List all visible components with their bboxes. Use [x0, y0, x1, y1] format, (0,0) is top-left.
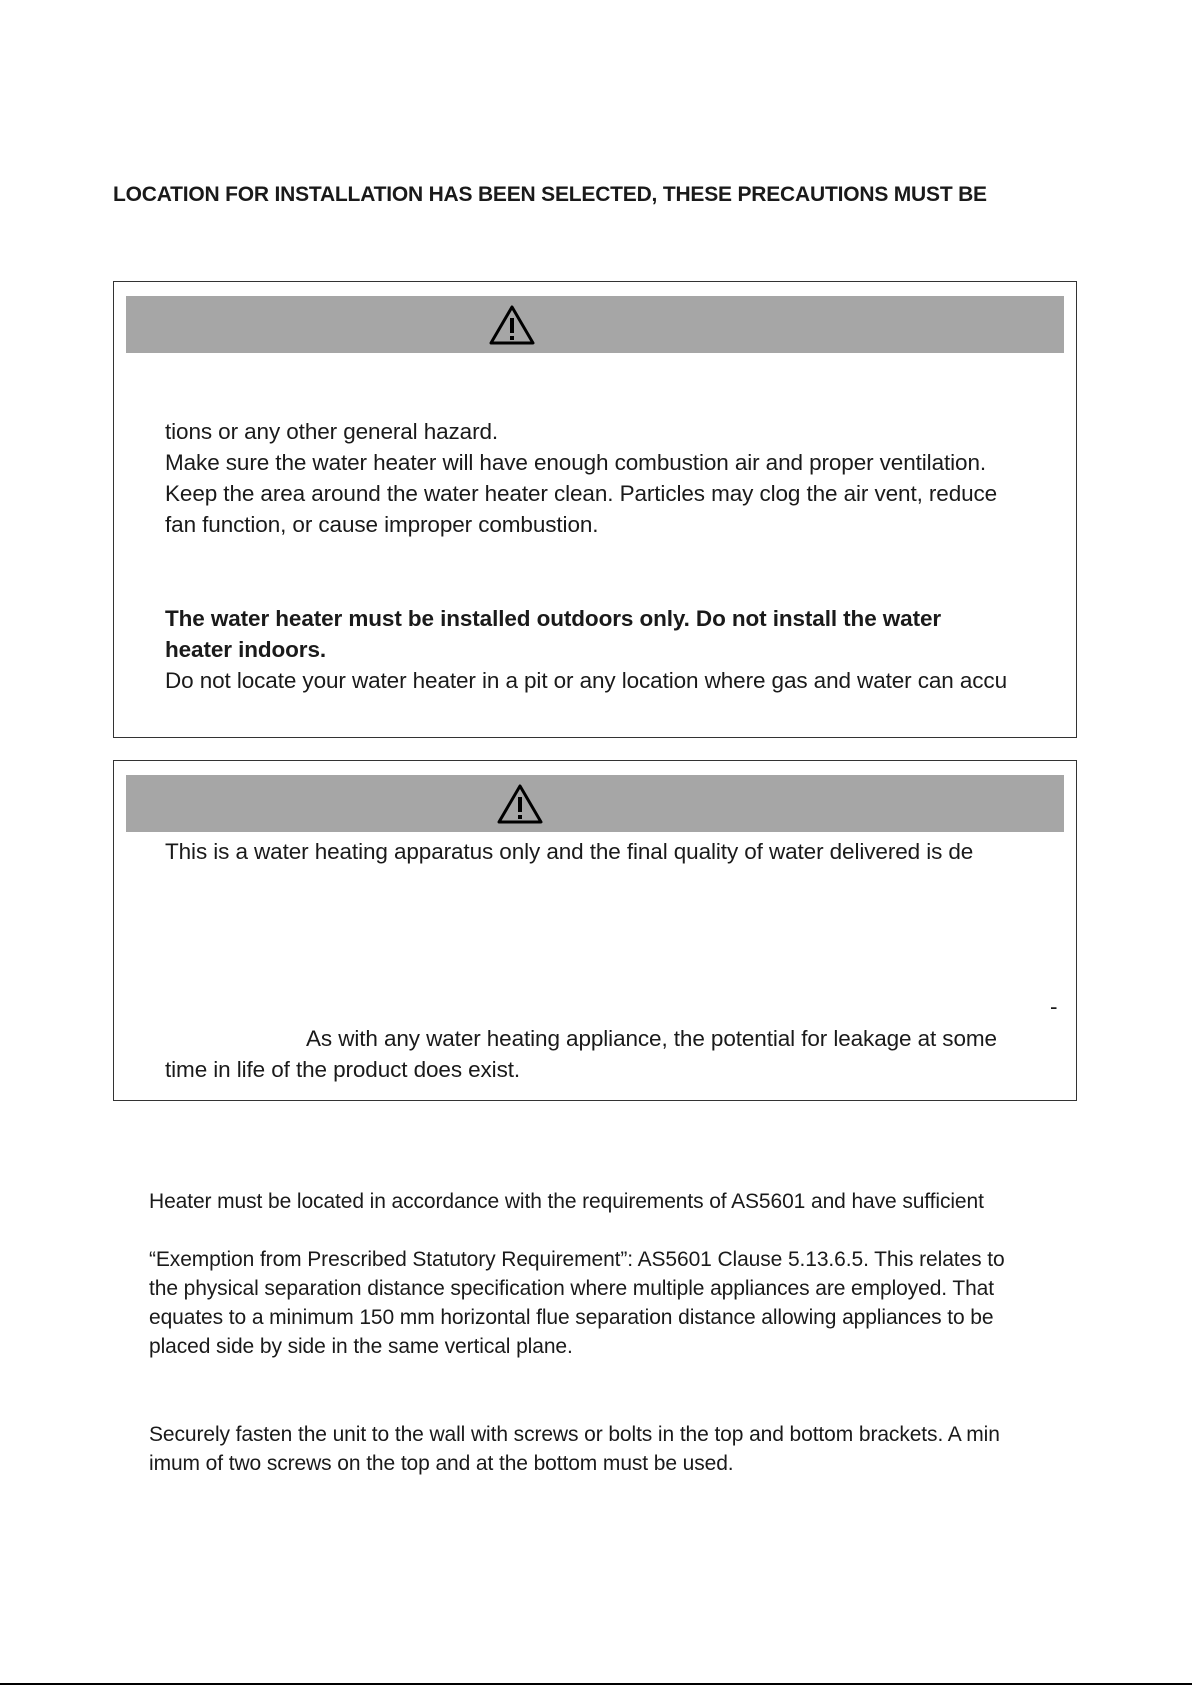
paragraph-fasten-line-2: imum of two screws on the top and at the bottom must be used.	[149, 1452, 734, 1475]
paragraph-exemption-line-2: the physical separation distance specification where multiple appliances are employed. That	[149, 1277, 994, 1300]
box1-last-line: Do not locate your water heater in a pit or any location where gas and water can accu	[165, 668, 1007, 693]
warning-header-bar	[126, 296, 1064, 353]
box2-last-line: time in life of the product does exist.	[165, 1057, 521, 1082]
warning-triangle-icon	[496, 783, 544, 825]
paragraph-exemption-line-1: “Exemption from Prescribed Statutory Requirement”: AS5601 Clause 5.13.6.5. This relates to	[149, 1248, 1005, 1271]
box1-line-4: fan function, or cause improper combustion.	[165, 512, 599, 537]
box2-leak-line: As with any water heating appliance, the potential for leakage at some	[306, 1026, 997, 1051]
paragraph-exemption-line-4: placed side by side in the same vertical plane.	[149, 1335, 573, 1358]
box2-dash: -	[1050, 994, 1058, 1019]
paragraph-exemption-line-3: equates to a minimum 150 mm horizontal flue separation distance allowing appliances to be	[149, 1306, 994, 1329]
paragraph-location: Heater must be located in accordance with the requirements of AS5601 and have sufficient	[149, 1190, 984, 1213]
box2-first-line: This is a water heating apparatus only and the final quality of water delivered is de	[165, 839, 974, 864]
box1-line-2: Make sure the water heater will have enough combustion air and proper ventilation.	[165, 450, 987, 475]
paragraph-fasten-line-1: Securely fasten the unit to the wall with screws or bolts in the top and bottom brackets. A min	[149, 1423, 1000, 1446]
warning-triangle-icon	[488, 304, 536, 346]
box1-line-1: tions or any other general hazard.	[165, 419, 499, 444]
box1-bold-line-1: The water heater must be installed outdoors only. Do not install the water	[165, 606, 942, 631]
box1-line-3: Keep the area around the water heater clean. Particles may clog the air vent, reduce	[165, 481, 998, 506]
box1-bold-line-2: heater indoors.	[165, 637, 327, 662]
warning-header-bar	[126, 775, 1064, 832]
section-heading: LOCATION FOR INSTALLATION HAS BEEN SELECTED, THESE PRECAUTIONS MUST BE	[113, 183, 987, 206]
